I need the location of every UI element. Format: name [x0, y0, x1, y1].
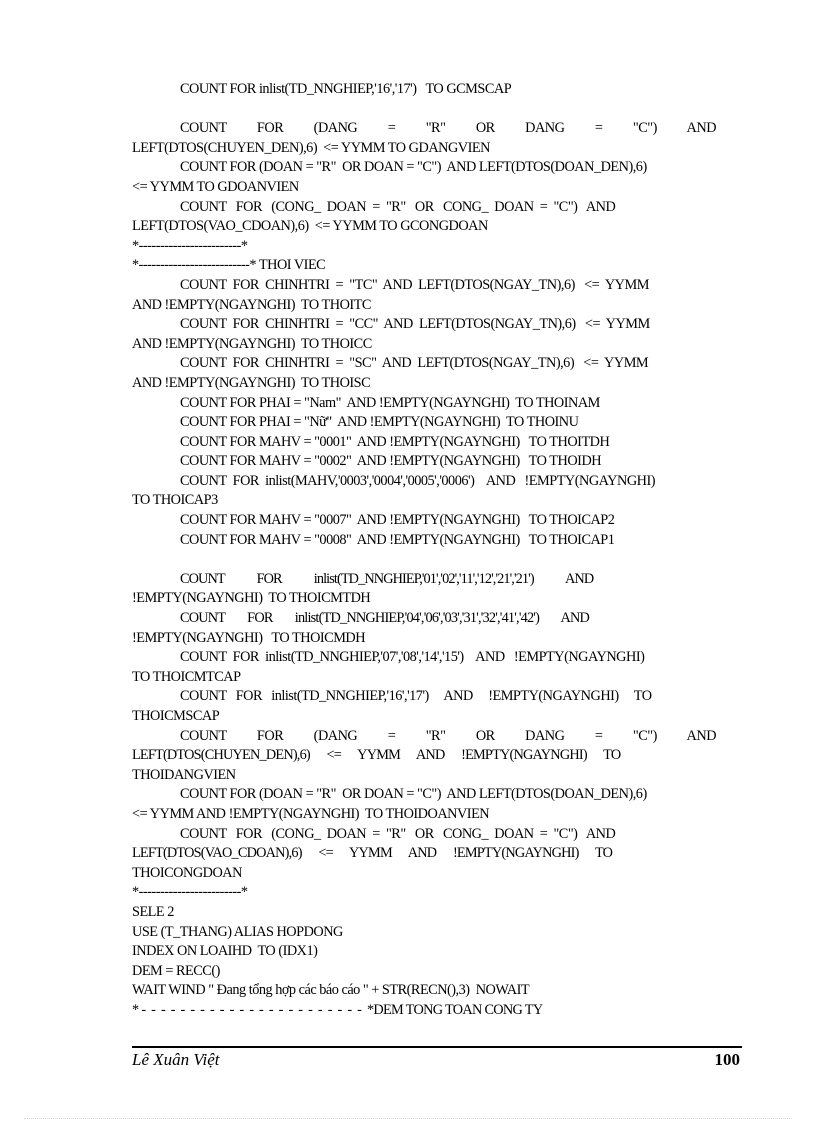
code-line: COUNT FOR inlist(TD_NNGHIEP,'16','17') TO GCMSCAP [180, 81, 512, 97]
code-line: THOICMSCAP [132, 708, 220, 724]
code-line: THOICONGDOAN [132, 864, 242, 881]
code-line: COUNT FOR MAHV = "0008" AND !EMPTY(NGAYNGHI) TO THOICAP1 [180, 531, 615, 548]
code-line: LEFT(DTOS(CHUYEN_DEN),6) <= YYMM TO GDANGVIEN [132, 139, 490, 156]
code-line: COUNT FOR (CONG_ DOAN = "R" OR CONG_ DOAN = "C") AND [180, 825, 616, 842]
code-line: LEFT(DTOS(VAO_CDOAN),6) <= YYMM AND !EMPTY(NGAYNGHI) TO [132, 845, 613, 862]
code-line: USE (T_THANG) ALIAS HOPDONG [132, 923, 343, 940]
code-line: COUNT FOR inlist(TD_NNGHIEP,'01','02','11','12','21','21') AND [180, 570, 594, 587]
footer-rule [132, 1046, 742, 1048]
code-line: COUNT FOR inlist(TD_NNGHIEP,'04','06','03','31','32','41','42') AND [180, 610, 590, 627]
code-line: THOIDANGVIEN [132, 766, 236, 783]
blank-line [132, 550, 740, 570]
code-line: COUNT FOR (DOAN = "R" OR DOAN = "C") AND LEFT(DTOS(DOAN_DEN),6) [180, 159, 647, 176]
code-line: COUNT FOR (CONG_ DOAN = "R" OR CONG_ DOAN = "C") AND [180, 198, 616, 215]
code-line: COUNT FOR PHAI = "Nữ" AND !EMPTY(NGAYNGHI) TO THOINU [180, 414, 579, 431]
code-line: * - - - - - - - - - - - - - - - - - - - - - - - *DEM TONG TOAN CONG TY [132, 1001, 543, 1018]
code-line: COUNT FOR inlist(TD_NNGHIEP,'07','08','14','15') AND !EMPTY(NGAYNGHI) [180, 649, 645, 666]
code-line: TO THOICAP3 [132, 492, 218, 509]
code-line: DEM = RECC() [132, 962, 220, 979]
code-line: <= YYMM TO GDOANVIEN [132, 178, 299, 195]
code-line: COUNT FOR CHINHTRI = "SC" AND LEFT(DTOS(NGAY_TN),6) <= YYMM [180, 355, 649, 372]
code-line: COUNT FOR inlist(TD_NNGHIEP,'16','17') AND !EMPTY(NGAYNGHI) TO [180, 688, 652, 705]
separator-line: *------------------------* [132, 237, 248, 254]
code-line: TO THOICMTCAP [132, 668, 241, 685]
code-line: COUNT FOR MAHV = "0001" AND !EMPTY(NGAYNGHI) TO THOITDH [180, 433, 610, 450]
page-edge-divider [24, 1118, 792, 1119]
separator-line: *------------------------* [132, 884, 248, 901]
code-line: !EMPTY(NGAYNGHI) TO THOICMTDH [132, 590, 371, 607]
code-line: COUNT FOR (DOAN = "R" OR DOAN = "C") AND LEFT(DTOS(DOAN_DEN),6) [180, 786, 647, 803]
code-line: LEFT(DTOS(CHUYEN_DEN),6) <= YYMM AND !EMPTY(NGAYNGHI) TO [132, 747, 621, 764]
code-line: AND !EMPTY(NGAYNGHI) TO THOISC [132, 374, 371, 391]
footer-author: Lê Xuân Việt [132, 1050, 220, 1069]
code-line: !EMPTY(NGAYNGHI) TO THOICMDH [132, 629, 366, 646]
code-line: INDEX ON LOAIHD TO (IDX1) [132, 943, 318, 960]
code-line: SELE 2 [132, 903, 174, 920]
section-heading: *--------------------------* THOI VIEC [132, 257, 326, 274]
code-line: COUNT FOR CHINHTRI = "TC" AND LEFT(DTOS(NGAY_TN),6) <= YYMM [180, 276, 649, 293]
code-line: COUNT FOR inlist(MAHV,'0003','0004','0005','0006') AND !EMPTY(NGAYNGHI) [180, 472, 656, 489]
code-line: COUNT FOR MAHV = "0002" AND !EMPTY(NGAYNGHI) TO THOIDH [180, 453, 602, 470]
code-line: COUNT FOR (DANG = "R" OR DANG = "C") AND [180, 727, 717, 744]
code-line: COUNT FOR CHINHTRI = "CC" AND LEFT(DTOS(NGAY_TN),6) <= YYMM [180, 316, 650, 333]
code-line: AND !EMPTY(NGAYNGHI) TO THOICC [132, 335, 372, 352]
blank-line [132, 100, 740, 120]
code-line: COUNT FOR PHAI = "Nam" AND !EMPTY(NGAYNGHI) TO THOINAM [180, 394, 600, 411]
code-line: COUNT FOR MAHV = "0007" AND !EMPTY(NGAYNGHI) TO THOICAP2 [180, 512, 615, 529]
code-line: AND !EMPTY(NGAYNGHI) TO THOITC [132, 296, 371, 313]
code-line: COUNT FOR (DANG = "R" OR DANG = "C") AND [180, 120, 717, 137]
code-line: <= YYMM AND !EMPTY(NGAYNGHI) TO THOIDOANVIEN [132, 805, 490, 822]
document-body [132, 80, 740, 1021]
page-number: 100 [714, 1050, 740, 1069]
code-line: LEFT(DTOS(VAO_CDOAN),6) <= YYMM TO GCONGDOAN [132, 218, 488, 235]
code-line: WAIT WIND " Đang tổng hợp các báo cáo " + STR(RECN(),3) NOWAIT [132, 982, 530, 999]
